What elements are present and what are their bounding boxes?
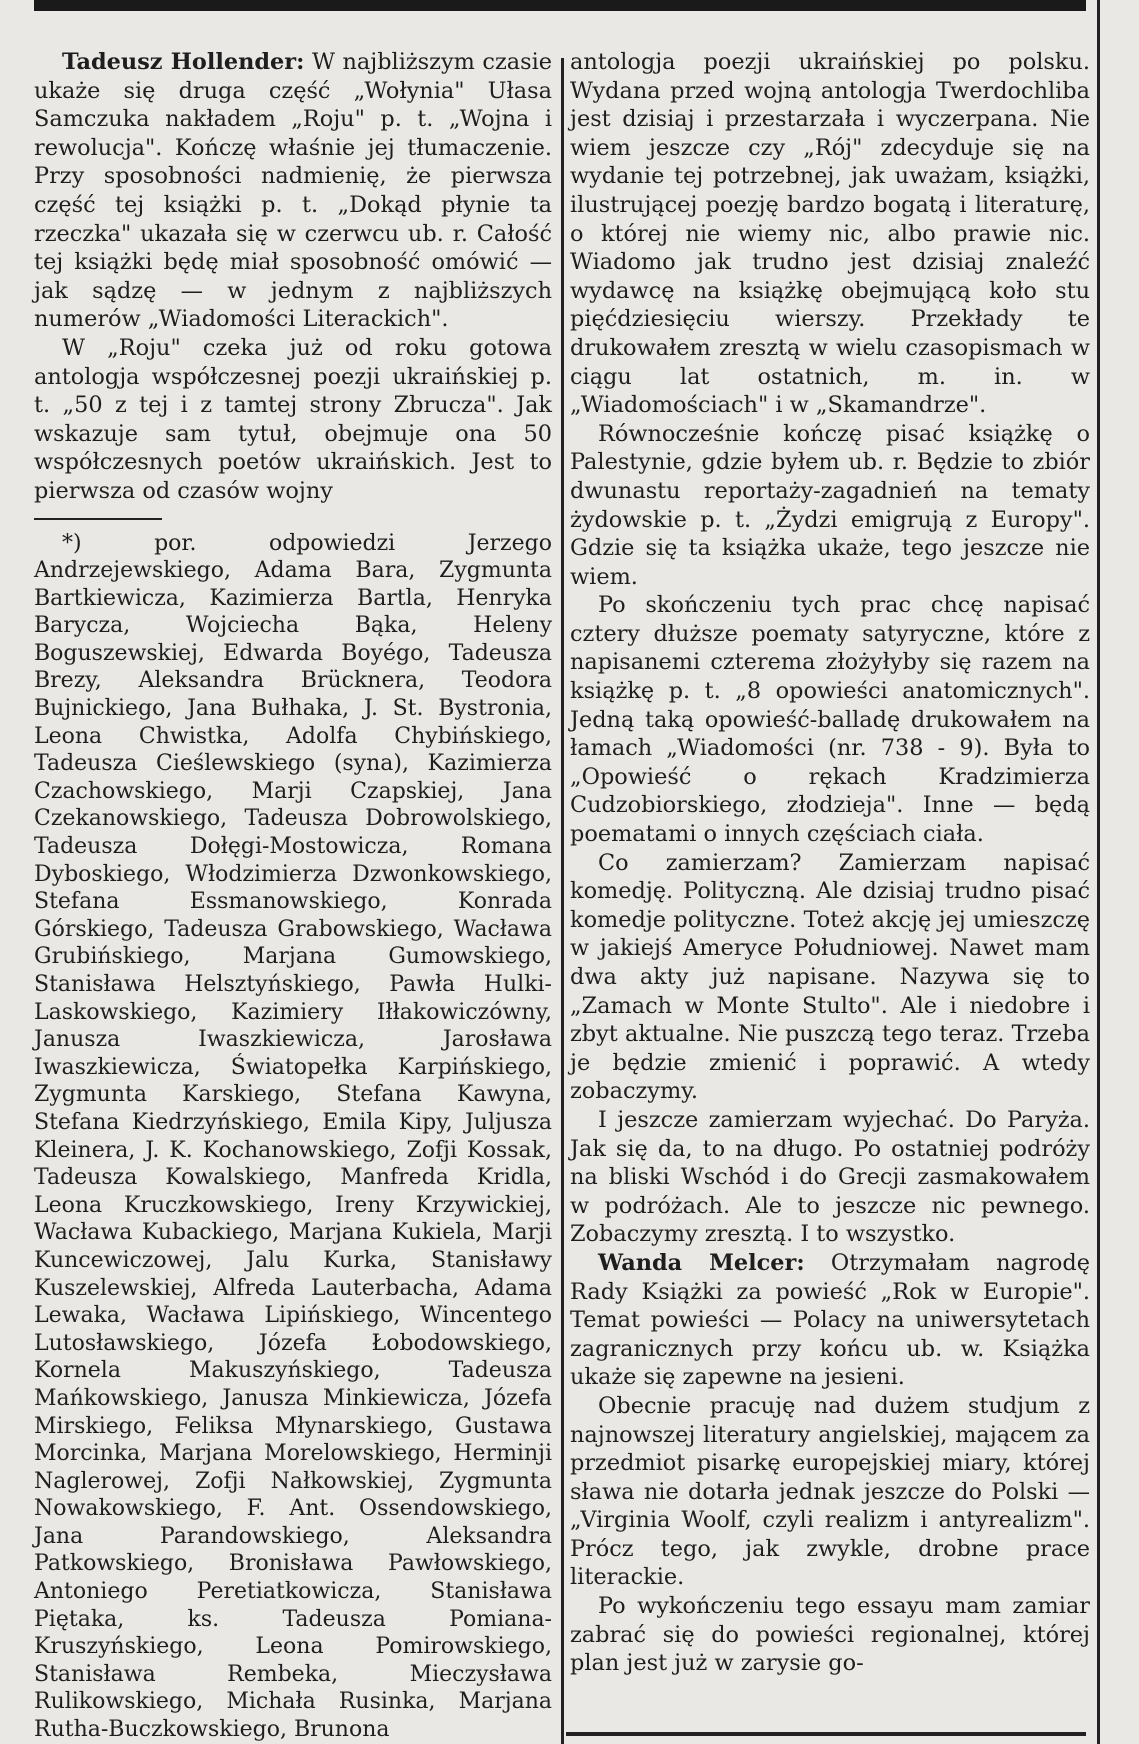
paragraph-woolf-study: Obecnie pracuję nad dużem studjum z najnowszej literatury angielskiej, mającem za przedmiot pisarkę europejskiej miary, której sława nie dotarła jednak jeszcze do Polski — „Virginia Woolf, czyli realizm i antyrealizm". Prócz tego, jak zwykle, drobne prace literackie. [570,1392,1090,1591]
right-column-divider [1097,0,1100,1744]
paragraph-antology-cont: antologja poezji ukraińskiej po polsku. Wydana przed wojną antologja Twerdochliba jest dzisiaj i przestarzała i wyczerpana. Nie wiem jeszcze czy „Rój" zdecyduje się na wydanie tej potrzebnej, jak uważam, książki, ilustrującej poezję bardzo bogatą i literaturę, o której nie wiemy nic, albo prawie nic. Wiadomo jak trudno jest dzisiaj znaleźć wydawcę na książkę obejmującą koło stu pięćdziesięciu wierszy. Przekłady te drukowałem zresztą w wielu czasopismach w ciągu lat ostatnich, m. in. w „Wiadomościach" i w „Skamandrze". [570,49,1090,419]
top-rule [34,0,1086,11]
hollender-text: W najbliższym czasie ukaże się druga część „Wołynia" Ułasa Samczuka nakładem „Roju" p. t. „Wojna i rewolucja". Kończę właśnie jej tłumaczenie. Przy sposobności nadmienię, że pierwsza część tej książki p. t. „Dokąd płynie ta rzeczka" ukazała się w czerwcu ub. r. Całość tej książki będę miał sposobność omówić — jak sądzę — w jednym z najbliższych numerów „Wiadomości Literackich". [34,49,552,333]
author-name-melcer: Wanda Melcer: [598,1249,805,1276]
paragraph-roj-antology: W „Roju" czeka już od roku gotowa antologja współczesnej poezji ukraińskiej p. t. „50 z tej i z tamtej strony Zbrucza". Jak wskazuje sam tytuł, obejmuje ona 50 współczesnych poetów ukraińskich. Jest to pierwsza od czasów wojny [34,334,552,504]
column-left [34,48,552,1744]
footnote [34,530,552,1744]
paragraph-melcer [570,1249,1090,1392]
column-divider [561,58,564,1744]
paragraph-palestine: Równocześnie kończę pisać książkę o Palestynie, gdzie byłem ub. r. Będzie to zbiór dwunastu reportaży-zagadnień na tematy żydowskie p. t. „Żydzi emigrują z Europy". Gdzie się ta książka ukaże, tego jeszcze nie wiem. [570,420,1090,590]
footnote-text: *) por. odpowiedzi Jerzego Andrzejewskiego, Adama Bara, Zygmunta Bartkiewicza, Kazimierza Bartla, Henryka Barycza, Wojciecha Bąka, Heleny Boguszewskiej, Edwarda Boyégo, Tadeusza Brezy, Aleksandra Brücknera, Teodora Bujnickiego, Jana Bułhaka, J. St. Bystronia, Leona Chwistka, Adolfa Chybińskiego, Tadeusza Cieślewskiego (syna), Kazimierza Czachowskiego, Marji Czapskiej, Jana Czekanowskiego, Tadeusza Dobrowolskiego, Tadeusza Dołęgi-Mostowicza, Romana Dyboskiego, Włodzimierza Dzwonkowskiego, Stefana Essmanowskiego, Konrada Górskiego, Tadeusza Grabowskiego, Wacława Grubińskiego, Marjana Gumowskiego, Stanisława Helsztyńskiego, Pawła Hulki-Laskowskiego, Kazimiery Iłłakowiczówny, Janusza Iwaszkiewicza, Jarosława Iwaszkiewicza, Światopełka Karpińskiego, Zygmunta Karskiego, Stefana Kawyna, Stefana Kiedrzyńskiego, Emila Kipy, Juljusza Kleinera, J. K. Kochanowskiego, Zofji Kossak, Tadeusza Kowalskiego, Manfreda Kridla, Leona Kruczkowskiego, Ireny Krzywickiej, Wacława Kubackiego, Marjana Kukiela, Marji Kuncewiczowej, Jalu Kurka, Stanisławy Kuszelewskiej, Alfreda Lauterbacha, Adama Lewaka, Wacława Lipińskiego, Wincentego Lutosławskiego, Józefa Łobodowskiego, Kornela Makuszyńskiego, Tadeusza Mańkowskiego, Janusza Minkiewicza, Józefa Mirskiego, Feliksa Młynarskiego, Gustawa Morcinka, Marjana Morelowskiego, Herminji Naglerowej, Zofji Nałkowskiej, Zygmunta Nowakowskiego, F. Ant. Ossendowskiego, Jana Parandowskiego, Aleksandra Patkowskiego, Bronisława Pawłowskiego, Antoniego Peretiatkowicza, Stanisława Piętaka, ks. Tadeusza Pomiana-Kruszyńskiego, Leona Pomirowskiego, Stanisława Rembeka, Mieczysława Rulikowskiego, Michała Rusinka, Marjana Rutha-Buczkowskiego, Brunona [34,530,552,1743]
paragraph-hollender [34,48,552,334]
paragraph-comedy: Co zamierzam? Zamierzam napisać komedję. Polityczną. Ale dzisiaj trudno pisać komedje polityczne. Toteż akcję jej umieszczę w jakiejś Ameryce Południowej. Nawet mam dwa akty już napisane. Nazywa się to „Zamach w Monte Stulto". Ale i niedobre i zbyt aktualne. Nie puszczą tego teraz. Trzeba je będzie zmienić i poprawić. A wtedy zobaczymy. [570,849,1090,1105]
paragraph-travel: I jeszcze zamierzam wyjechać. Do Paryża. Jak się da, to na długo. Po ostatniej podróży na bliski Wschód i do Grecji zasmakowałem w podróżach. Ale to jeszcze nic pewnego. Zobaczymy zresztą. I to wszystko. [570,1106,1090,1248]
author-name-hollender: Tadeusz Hollender: [62,49,305,75]
melcer-text: Otrzymałam nagrodę Rady Książki za powieść „Rok w Europie". Temat powieści — Polacy na uniwersytetach zagranicznych przy końcu ub. w. Książka ukaże się zapewne na jesieni. [570,1249,1090,1391]
column-middle [570,48,1090,1678]
bottom-rule [566,1732,1086,1736]
paragraph-regional-novel: Po wykończeniu tego essayu mam zamiar zabrać się do powieści regionalnej, której plan jest już w zarysie go- [570,1593,1090,1677]
footnote-rule [34,518,162,520]
paragraph-satirical-poems: Po skończeniu tych prac chcę napisać cztery dłuższe poematy satyryczne, które z napisanemi czterema złożyłyby się razem na książkę p. t. „8 opowieści anatomicznych". Jedną taką opowieść-balladę drukowałem na łamach „Wiadomości (nr. 738 - 9). Była to „Opowieść o rękach Kradzimierza Cudzobiorskiego, złodzieja". Inne — będą poematami o innych częściach ciała. [570,592,1090,848]
